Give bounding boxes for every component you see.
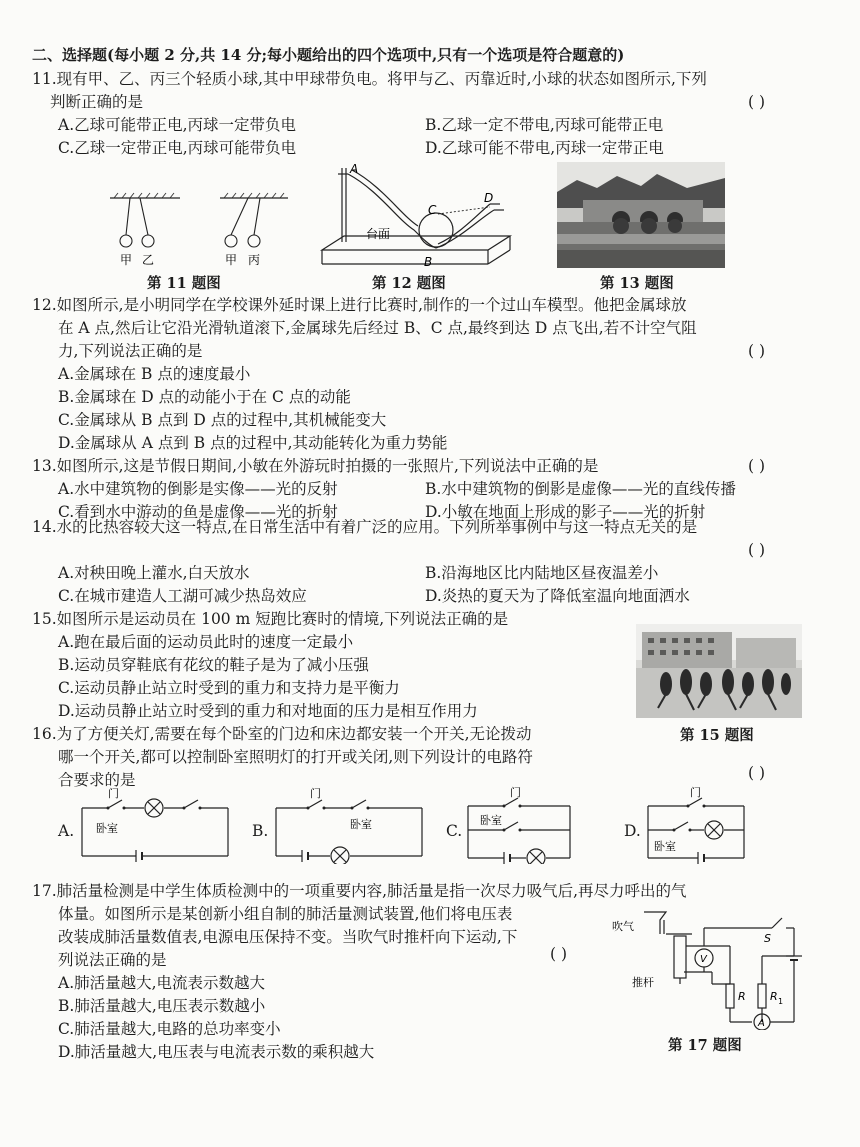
q11-option-b: B.乙球一定不带电,丙球可能带正电 [425, 116, 664, 134]
q17-option-c: C.肺活量越大,电路的总功率变小 [58, 1020, 281, 1038]
q11-option-a: A.乙球可能带正电,丙球一定带负电 [58, 116, 297, 134]
fig12-label-d: D [484, 191, 494, 205]
q16-stem-line1: 16.为了方便关灯,需要在每个卧室的门边和床边都安装一个开关,无论拨动 [32, 725, 532, 743]
q11-option-d: D.乙球可能不带电,丙球一定带正电 [425, 139, 664, 157]
fig17-label-s: S [764, 932, 771, 945]
circuit-d-woshi-label: 卧室 [654, 840, 676, 853]
circuit-a-men-label: 门 [108, 787, 119, 800]
q16-option-a-label: A. [58, 822, 75, 840]
q11-stem-line2: 判断正确的是 [50, 93, 144, 111]
q15-option-c: C.运动员静止站立时受到的重力和支持力是平衡力 [58, 679, 400, 697]
q14-option-c: C.在城市建造人工湖可减少热岛效应 [58, 587, 307, 605]
fig17-label-r1-subscript: 1 [778, 997, 784, 1006]
q13-answer-paren: ( ) [748, 457, 766, 475]
caption-fig17: 第 17 题图 [668, 1037, 742, 1054]
q14-stem: 14.水的比热容较大这一特点,在日常生活中有着广泛的应用。下列所举事例中与这一特点无关的是 [32, 518, 698, 536]
q14-option-a: A.对秧田晚上灌水,白天放水 [58, 564, 250, 582]
q16-option-b-label: B. [252, 822, 269, 840]
q17-stem-line3: 改装成肺活量数值表,电源电压保持不变。当吹气时推杆向下运动,下 [58, 928, 518, 946]
q12-option-c: C.金属球从 B 点到 D 点的过程中,其机械能变大 [58, 411, 387, 429]
fig12-label-b: B [424, 255, 433, 268]
q16-circuit-d [644, 786, 754, 864]
q16-option-d-label: D. [624, 822, 641, 840]
q12-stem-line2: 在 A 点,然后让它沿光滑轨道滚下,金属球先后经过 B、C 点,最终到达 D 点飞出,若不计空气阻 [58, 319, 697, 337]
q17-option-a: A.肺活量越大,电流表示数越大 [58, 974, 266, 992]
fig12-label-a: A [350, 162, 359, 176]
q16-answer-paren: ( ) [748, 764, 766, 782]
circuit-b-men-label: 门 [310, 787, 321, 800]
q17-option-b: B.肺活量越大,电压表示数越小 [58, 997, 266, 1015]
q16-circuit-a [78, 786, 238, 864]
fig17-label-chuiqi: 吹气 [612, 920, 634, 933]
q15-option-a: A.跑在最后面的运动员此时的速度一定最小 [58, 633, 354, 651]
q16-circuit-b [272, 786, 432, 864]
q12-answer-paren: ( ) [748, 342, 766, 360]
q13-option-c: C.看到水中游动的鱼是虚像——光的折射 [58, 503, 338, 521]
fig17-ammeter-label: A [758, 1018, 765, 1029]
fig17-label-r: R [738, 990, 746, 1003]
circuit-a-woshi-label: 卧室 [96, 822, 118, 835]
label-jia-2: 甲 [225, 253, 238, 267]
circuit-b-woshi-label: 卧室 [350, 818, 372, 831]
label-yi: 乙 [142, 253, 155, 267]
circuit-c-men-label: 门 [510, 786, 521, 799]
q17-stem-line2: 体量。如图所示是某创新小组自制的肺活量测试装置,他们将电压表 [58, 905, 513, 923]
fig17-voltmeter-label: V [700, 954, 707, 965]
fig12-label-c: C [428, 203, 437, 217]
figure-13-bridge-photo [557, 162, 725, 268]
caption-fig11: 第 11 题图 [147, 275, 221, 292]
q11-answer-paren: ( ) [748, 93, 766, 111]
caption-fig15: 第 15 题图 [680, 727, 754, 744]
caption-fig12: 第 12 题图 [372, 275, 446, 292]
q13-option-d: D.小敏在地面上形成的影子——光的折射 [425, 503, 706, 521]
q12-option-d: D.金属球从 A 点到 B 点的过程中,其动能转化为重力势能 [58, 434, 448, 452]
q13-stem: 13.如图所示,这是节假日期间,小敏在外游玩时拍摄的一张照片,下列说法中正确的是 [32, 457, 599, 475]
figure-12-roller-coaster [318, 160, 518, 268]
q17-stem-line1: 17.肺活量检测是中学生体质检测中的一项重要内容,肺活量是指一次尽力吸气后,再尽力呼出的气 [32, 882, 687, 900]
caption-fig13: 第 13 题图 [600, 275, 674, 292]
figure-17-spirometer-circuit [612, 900, 810, 1030]
q12-stem-line1: 12.如图所示,是小明同学在学校课外延时课上进行比赛时,制作的一个过山车模型。他把金属球放 [32, 296, 687, 314]
fig12-label-table: 台面 [366, 227, 391, 241]
q11-stem-line1: 11.现有甲、乙、丙三个轻质小球,其中甲球带负电。将甲与乙、丙靠近时,小球的状态如图所示,下列 [32, 70, 707, 88]
fig17-label-r1: R [770, 990, 778, 1003]
figure-15-sprint-photo [636, 624, 802, 718]
q15-stem: 15.如图所示是运动员在 100 m 短跑比赛时的情境,下列说法正确的是 [32, 610, 509, 628]
q13-option-b: B.水中建筑物的倒影是虚像——光的直线传播 [425, 480, 736, 498]
q15-option-b: B.运动员穿鞋底有花纹的鞋子是为了减小压强 [58, 656, 369, 674]
q17-answer-paren: ( ) [550, 945, 568, 963]
q12-stem-line3: 力,下列说法正确的是 [58, 342, 203, 360]
q16-option-c-label: C. [446, 822, 463, 840]
q15-option-d: D.运动员静止站立时受到的重力和对地面的压力是相互作用力 [58, 702, 478, 720]
q12-option-a: A.金属球在 B 点的速度最小 [58, 365, 251, 383]
figure-11-pendulums [100, 192, 300, 270]
circuit-d-men-label: 门 [690, 786, 701, 799]
q11-option-c: C.乙球一定带正电,丙球可能带负电 [58, 139, 297, 157]
q13-option-a: A.水中建筑物的倒影是实像——光的反射 [58, 480, 338, 498]
q16-circuit-c [464, 786, 584, 864]
q12-option-b: B.金属球在 D 点的动能小于在 C 点的动能 [58, 388, 351, 406]
q14-answer-paren: ( ) [748, 541, 766, 559]
q14-option-d: D.炎热的夏天为了降低室温向地面洒水 [425, 587, 690, 605]
label-jia: 甲 [120, 253, 133, 267]
q14-option-b: B.沿海地区比内陆地区昼夜温差小 [425, 564, 659, 582]
q17-stem-line4: 列说法正确的是 [58, 951, 167, 969]
label-bing: 丙 [248, 253, 261, 267]
q16-stem-line2: 哪一个开关,都可以控制卧室照明灯的打开或关闭,则下列设计的电路符 [58, 748, 533, 766]
q17-option-d: D.肺活量越大,电压表与电流表示数的乘积越大 [58, 1043, 375, 1061]
q16-stem-line3: 合要求的是 [58, 771, 136, 789]
fig17-label-tuigan: 推杆 [632, 976, 654, 989]
section-header: 二、选择题(每小题 2 分,共 14 分;每小题给出的四个选项中,只有一个选项是符合题意的) [32, 46, 625, 64]
circuit-c-woshi-label: 卧室 [480, 814, 502, 827]
